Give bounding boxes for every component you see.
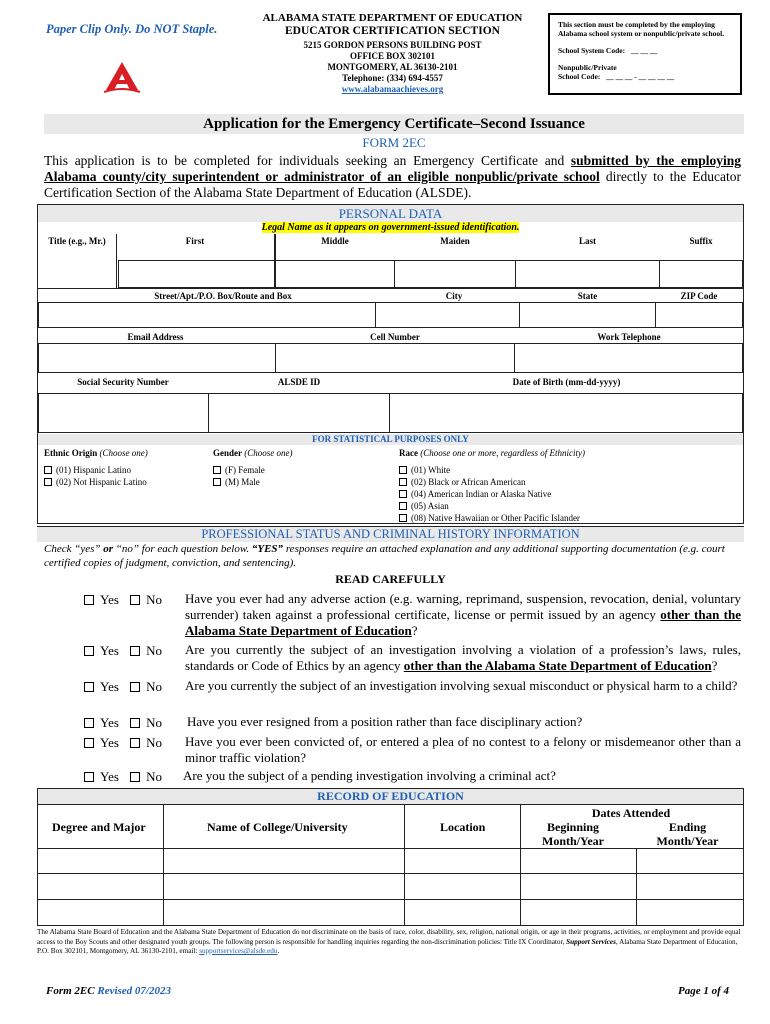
degree-major-label: Degree and Major: [52, 820, 146, 834]
q3-yes[interactable]: [84, 679, 119, 694]
race-option-american-indian[interactable]: [399, 488, 580, 500]
alsde-id-label: ALSDE ID: [277, 377, 321, 387]
race-label: [399, 447, 585, 459]
checkbox[interactable]: [399, 466, 407, 474]
cell-number-label: Cell Number: [370, 332, 420, 342]
race-hint: (Choose one or more, regardless of Ethnicity): [420, 448, 585, 458]
q3-no[interactable]: [130, 679, 162, 694]
no-label: No: [146, 735, 163, 750]
revised-date: Revised 07/2023: [97, 985, 171, 997]
q2-no[interactable]: [130, 643, 162, 658]
no-label: No: [146, 679, 163, 694]
q2-end: ?: [711, 658, 718, 673]
professional-heading: PROFESSIONAL STATUS AND CRIMINAL HISTORY INFORMATION: [37, 526, 744, 542]
ethnic-origin-label: [44, 447, 148, 459]
race-option-white[interactable]: [399, 464, 580, 476]
option-label: (02) Black or African American: [411, 477, 526, 487]
intro-emphasis: submitted by the employing Alabama county/city superintendent or administrator of an eligible nonpublic/private school: [44, 153, 741, 184]
checkbox[interactable]: [130, 646, 140, 656]
maiden-name-label: Maiden: [440, 236, 470, 246]
checkbox[interactable]: [399, 514, 407, 522]
checkbox[interactable]: [399, 490, 407, 498]
checkbox[interactable]: [44, 466, 52, 474]
race-option-asian[interactable]: [399, 500, 580, 512]
checkbox[interactable]: [84, 646, 94, 656]
option-label: (04) American Indian or Alaska Native: [411, 489, 552, 499]
id-input-row[interactable]: [38, 393, 743, 433]
q2-yes[interactable]: [84, 643, 119, 658]
education-heading: RECORD OF EDUCATION: [38, 789, 743, 805]
q6-no[interactable]: [130, 769, 162, 784]
q5-yes-no: [84, 735, 162, 751]
beginning-label: [528, 820, 618, 848]
form-title: Application for the Emergency Certificate–Second Issuance: [44, 114, 744, 134]
statistical-heading: FOR STATISTICAL PURPOSES ONLY: [38, 434, 743, 445]
employer-code-box: [548, 13, 742, 95]
ethnic-hint: (Choose one): [99, 448, 148, 458]
q3-yes-no: [84, 679, 162, 695]
employer-note: This section must be completed by the employing Alabama school system or nonpublic/private school.: [558, 20, 725, 38]
professional-instructions: [44, 542, 742, 570]
form-id: FORM 2EC: [362, 135, 426, 150]
q4-yes[interactable]: [84, 715, 119, 730]
option-label: (01) White: [411, 465, 451, 475]
gender-hint: (Choose one): [244, 448, 293, 458]
q1-emphasis: other than the Alabama State Department of Education: [185, 607, 742, 638]
address-line-2: OFFICE BOX 302101: [349, 51, 435, 61]
support-services: Support Services: [566, 937, 616, 946]
nondiscrimination-end: .: [277, 947, 280, 955]
alsde-logo-icon: [100, 60, 144, 96]
ethnic-label: Ethnic Origin: [44, 448, 98, 458]
legal-name-note-wrap: [38, 222, 743, 233]
q2-emphasis: other than the Alabama State Department of Education: [403, 658, 712, 673]
option-label: (02) Not Hispanic Latino: [56, 477, 147, 487]
option-label: (M) Male: [225, 477, 260, 487]
dates-attended-label: Dates Attended: [591, 806, 671, 820]
page-number: Page 1 of 4: [678, 985, 730, 997]
nondiscrimination-text-1: The Alabama State Board of Education and the Alabama State Department of Education do not discriminate on the basis of race, color, disability, sex, religion, national origin, or age in their programs, activities, or employment and provide equal access to the Boy Scouts and other designated youth groups. The following person is responsible for handling inquiries regarding the non-discrimination policies: Title IX Coordinator,: [37, 928, 741, 946]
school-system-code-input[interactable]: __ __ __: [630, 46, 658, 55]
yes-label: Yes: [100, 769, 119, 784]
section-name: EDUCATOR CERTIFICATION SECTION: [285, 25, 500, 37]
instr-text-3: responses require an attached explanation and any additional supporting documentation (e.g. court certified copies of judgment, conviction, and sentencing).: [44, 543, 725, 569]
work-phone-label: Work Telephone: [597, 332, 661, 342]
divider: [655, 302, 656, 328]
ethnic-option-not-hispanic[interactable]: [44, 476, 147, 488]
q4-no[interactable]: [130, 715, 162, 730]
q4-yes-no: [84, 715, 162, 731]
last-name-field[interactable]: [515, 260, 660, 288]
ending-month-year: Month/Year: [656, 834, 719, 848]
yes-label: Yes: [100, 715, 119, 730]
school-system-code-label: School System Code:: [558, 46, 626, 55]
option-label: (05) Asian: [411, 501, 449, 511]
q6-yes-no: [84, 769, 162, 785]
gender-label-text: Gender: [213, 448, 242, 458]
yes-label: Yes: [100, 735, 119, 750]
checkbox[interactable]: [44, 478, 52, 486]
nonpublic-code-input[interactable]: __ __ __ - __ __ __ __: [606, 72, 675, 81]
middle-name-field[interactable]: [275, 260, 395, 288]
question-5: Have you ever been convicted of, or entered a plea of no contest to a felony or misdemeanor other than a minor traffic violation?: [185, 734, 741, 765]
city-label: City: [445, 291, 463, 301]
checkbox[interactable]: [130, 772, 140, 782]
beginning-month-year: Month/Year: [542, 834, 604, 848]
instr-yes: “YES”: [251, 543, 284, 555]
checkbox[interactable]: [130, 718, 140, 728]
no-label: No: [146, 592, 163, 607]
instr-or: or: [103, 543, 114, 555]
alsde-id-field[interactable]: [208, 393, 390, 433]
first-name-label: First: [185, 236, 205, 246]
checkbox[interactable]: [399, 502, 407, 510]
q5-no[interactable]: [130, 735, 162, 750]
middle-name-label: Middle: [321, 236, 349, 246]
checkbox[interactable]: [84, 718, 94, 728]
email-label: Email Address: [127, 332, 184, 342]
department-header: [250, 12, 535, 95]
q1-yes-no: [84, 592, 162, 608]
intro-paragraph: [44, 153, 741, 201]
no-label: No: [146, 715, 163, 730]
intro-text-1: This application is to be completed for individuals seeking an Emergency Certificate and: [44, 153, 571, 168]
gender-label: [213, 447, 293, 459]
nonpublic-code-label: School Code:: [558, 72, 601, 81]
option-label: (01) Hispanic Latino: [56, 465, 131, 475]
education-row-3[interactable]: [38, 900, 743, 925]
instr-text-1: Check “yes”: [44, 543, 104, 555]
checkbox[interactable]: [84, 772, 94, 782]
no-label: No: [146, 769, 163, 784]
dob-label: Date of Birth (mm-dd-yyyy): [512, 377, 621, 387]
education-row-1[interactable]: [38, 849, 743, 873]
website-link[interactable]: www.alabamaachieves.org: [341, 84, 444, 94]
race-options: [399, 464, 580, 524]
race-label-text: Race: [399, 448, 418, 458]
question-1: [185, 591, 741, 639]
yes-label: Yes: [100, 592, 119, 607]
form-revision: [46, 985, 171, 997]
address-line-1: 5215 GORDON PERSONS BUILDING POST: [303, 40, 482, 50]
instr-text-2: “no” for each question below.: [113, 543, 252, 555]
option-label: (F) Female: [225, 465, 265, 475]
nonpublic-label-1: Nonpublic/Private: [558, 63, 617, 72]
college-name-label: Name of College/University: [207, 820, 348, 834]
q1-yes[interactable]: [84, 592, 119, 607]
q2-text: Are you currently the subject of an investigation involving a violation of a profession’s laws, rules, standards or Code of Ethics by an agency: [185, 642, 741, 673]
ethnic-options: [44, 464, 147, 488]
option-label: (08) Native Hawaiian or Other Pacific Islander: [411, 513, 580, 523]
address-line-3: MONTGOMERY, AL 36130-2101: [327, 62, 458, 72]
question-6: Are you the subject of a pending investigation involving a criminal act?: [183, 768, 556, 783]
city-field[interactable]: [375, 302, 520, 328]
question-4: Have you ever resigned from a position rather than face disciplinary action?: [187, 714, 583, 729]
race-option-black[interactable]: [399, 476, 580, 488]
ending-label: [640, 820, 735, 848]
alsde-logo: [100, 60, 144, 96]
form-label: Form 2EC: [46, 985, 95, 997]
yes-label: Yes: [100, 643, 119, 658]
street-label: Street/Apt./P.O. Box/Route and Box: [154, 291, 292, 301]
checkbox[interactable]: [84, 595, 94, 605]
question-3: Are you currently the subject of an investigation involving sexual misconduct or physical harm to a child?: [185, 678, 738, 693]
paper-clip-notice: Paper Clip Only. Do NOT Staple.: [46, 22, 218, 36]
beginning-text: Beginning: [546, 820, 600, 834]
legal-name-note: Legal Name as it appears on government-issued identification.: [261, 222, 520, 233]
yes-label: Yes: [100, 679, 119, 694]
ssn-label: Social Security Number: [77, 377, 169, 387]
gender-option-female[interactable]: [213, 464, 265, 476]
nondiscrimination-statement: [37, 928, 744, 957]
no-label: No: [146, 643, 163, 658]
cell-number-field[interactable]: [275, 343, 515, 373]
gender-option-male[interactable]: [213, 476, 265, 488]
checkbox[interactable]: [399, 478, 407, 486]
q2-yes-no: [84, 643, 162, 659]
q1-end: ?: [411, 623, 418, 638]
divider: [38, 288, 743, 289]
checkbox[interactable]: [213, 466, 221, 474]
race-option-pacific-islander[interactable]: [399, 512, 580, 524]
checkbox[interactable]: [130, 595, 140, 605]
intro-text-2: directly to the Educator Certification Section of the Alabama State Department of Education (ALSDE).: [44, 169, 741, 200]
location-label: Location: [440, 820, 486, 834]
ethnic-option-hispanic[interactable]: [44, 464, 147, 476]
last-name-label: Last: [578, 236, 596, 246]
school-system-code-row: [558, 46, 732, 55]
department-name: ALABAMA STATE DEPARTMENT OF EDUCATION: [262, 12, 523, 24]
ending-text: Ending: [668, 820, 707, 834]
q5-yes[interactable]: [84, 735, 119, 750]
gender-options: [213, 464, 265, 488]
title-label: Title (e.g., Mr.): [48, 236, 106, 246]
telephone: Telephone: (334) 694-4557: [342, 73, 443, 83]
question-2: [185, 642, 741, 674]
zip-label: ZIP Code: [680, 291, 718, 301]
checkbox[interactable]: [130, 738, 140, 748]
nonpublic-code-row: [558, 72, 732, 81]
checkbox[interactable]: [130, 682, 140, 692]
checkbox[interactable]: [84, 682, 94, 692]
read-carefully: READ CAREFULLY: [335, 572, 446, 586]
q1-text: Have you ever had any adverse action (e.g. warning, reprimand, suspension, revocation, denial, voluntary surrender) taken against a professional certificate, license or permit issued by an agency: [185, 591, 741, 622]
personal-data-heading: PERSONAL DATA: [38, 205, 743, 222]
support-email-link[interactable]: supportservices@alsde.edu: [199, 947, 278, 955]
state-label: State: [577, 291, 598, 301]
q1-no[interactable]: [130, 592, 162, 607]
checkbox[interactable]: [213, 478, 221, 486]
q6-yes[interactable]: [84, 769, 119, 784]
nondiscrimination-text-2: , Alabama State Department of Education, P.O. Box 302101, Montgomery, AL 36130-2101, email:: [37, 937, 738, 955]
suffix-label: Suffix: [689, 236, 713, 246]
checkbox[interactable]: [84, 738, 94, 748]
education-row-2[interactable]: [38, 874, 743, 899]
